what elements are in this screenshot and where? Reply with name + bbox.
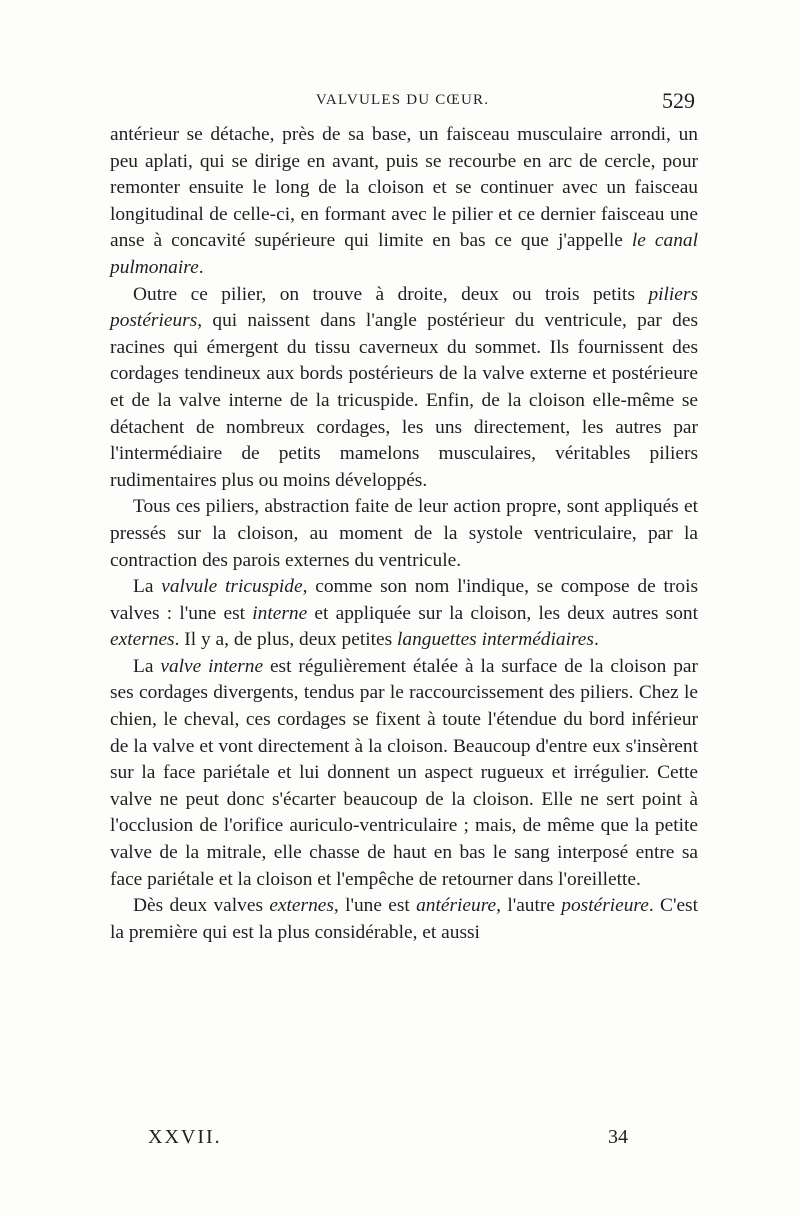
text-run: est régulièrement étalée à la surface de la cloison par ses cordages divergents, tendus par le raccourcissement des piliers. Chez le chien, le cheval, ces cordages se fixent à toute l'étendue du bord inférieur de la valve et vont directement à la cloison. Beaucoup d'entre eux s'insèrent sur la face pariétale et lui donnent un aspect rugueux et irrégulier. Cette valve ne peut donc s'écarter beaucoup de la cloison. Elle ne sert point à l'occlusion de l'orifice auriculo-ventriculaire ; mais, de même que la petite valve de la mitrale, elle chasse de haut en bas le sang interposé entre sa face pariétale et la cloison et l'empêche de retourner dans l'oreillette. <box>110 655 698 890</box>
body-text <box>110 122 698 946</box>
italic-term: piliers postérieurs <box>110 283 698 332</box>
italic-term: languettes intermédiaires <box>397 629 594 651</box>
text-run: , comme son nom l'indique, se compose de trois valves : l'une est <box>110 576 699 624</box>
text-run: et appliquée sur la cloison, les deux autres sont <box>307 602 698 624</box>
text-run: , l'autre <box>496 895 562 917</box>
running-title: VALVULES DU CŒUR. <box>315 92 490 108</box>
italic-term: antérieure <box>416 895 497 917</box>
italic-term: interne <box>252 602 308 624</box>
text-run: antérieur se détache, près de sa base, un faisceau musculaire arrondi, un peu aplati, qui se dirige en avant, puis se recourbe en arc de cercle, pour remonter ensuite le long de la cloison et se continuer avec un faisceau longitudinal de celle-ci, en formant avec le pilier et ce dernier faisceau une anse à concavité supérieure qui limite en bas ce que j'appelle <box>110 124 698 252</box>
signature-mark: XXVII. <box>148 1126 222 1148</box>
text-run: Dès deux valves <box>133 895 270 917</box>
running-head <box>110 88 695 122</box>
paragraph <box>110 654 698 893</box>
paragraph <box>110 494 698 574</box>
text-run: . Il y a, de plus, deux petites <box>174 629 398 651</box>
italic-term: valve interne <box>160 655 264 677</box>
sheet-number: 34 <box>608 1126 628 1148</box>
italic-term: valvule tricuspide <box>161 576 303 598</box>
paragraph <box>110 893 698 946</box>
text-run: . C'est la première qui est la plus considérable, et aussi <box>110 895 698 943</box>
text-run: , qui naissent dans l'angle postérieur du ventricule, par des racines qui émergent du tissu caverneux du sommet. Ils fournissent des cordages tendineux aux bords postérieurs de la valve externe et postérieure et de la valve interne de la tricuspide. Enfin, de la cloison elle-même se détachent de nombreux cordages, les uns directement, les autres par l'intermédiaire de petits mamelons musculaires, véritables piliers rudimentaires plus ou moins développés. <box>110 310 698 491</box>
page-number: 529 <box>662 88 695 113</box>
paragraph <box>110 282 698 495</box>
text-run: La <box>133 655 161 677</box>
italic-term: le canal pulmonaire <box>110 230 698 278</box>
italic-term: externes <box>269 895 334 917</box>
text-run: Outre ce pilier, on trouve à droite, deux ou trois petits <box>133 283 649 305</box>
italic-term: postérieure <box>561 895 649 917</box>
page-footer <box>148 1126 628 1156</box>
paragraph <box>110 574 698 654</box>
text-run: . <box>198 256 204 278</box>
italic-term: externes <box>110 629 175 651</box>
text-run: Tous ces piliers, abstraction faite de leur action propre, sont appliqués et pressés sur la cloison, au moment de la systole ventriculaire, par la contraction des parois externes du ventricule. <box>110 496 698 571</box>
text-run: La <box>133 576 162 598</box>
paragraph <box>110 122 698 282</box>
text-run: , l'une est <box>333 895 417 917</box>
text-run: . <box>593 629 599 651</box>
